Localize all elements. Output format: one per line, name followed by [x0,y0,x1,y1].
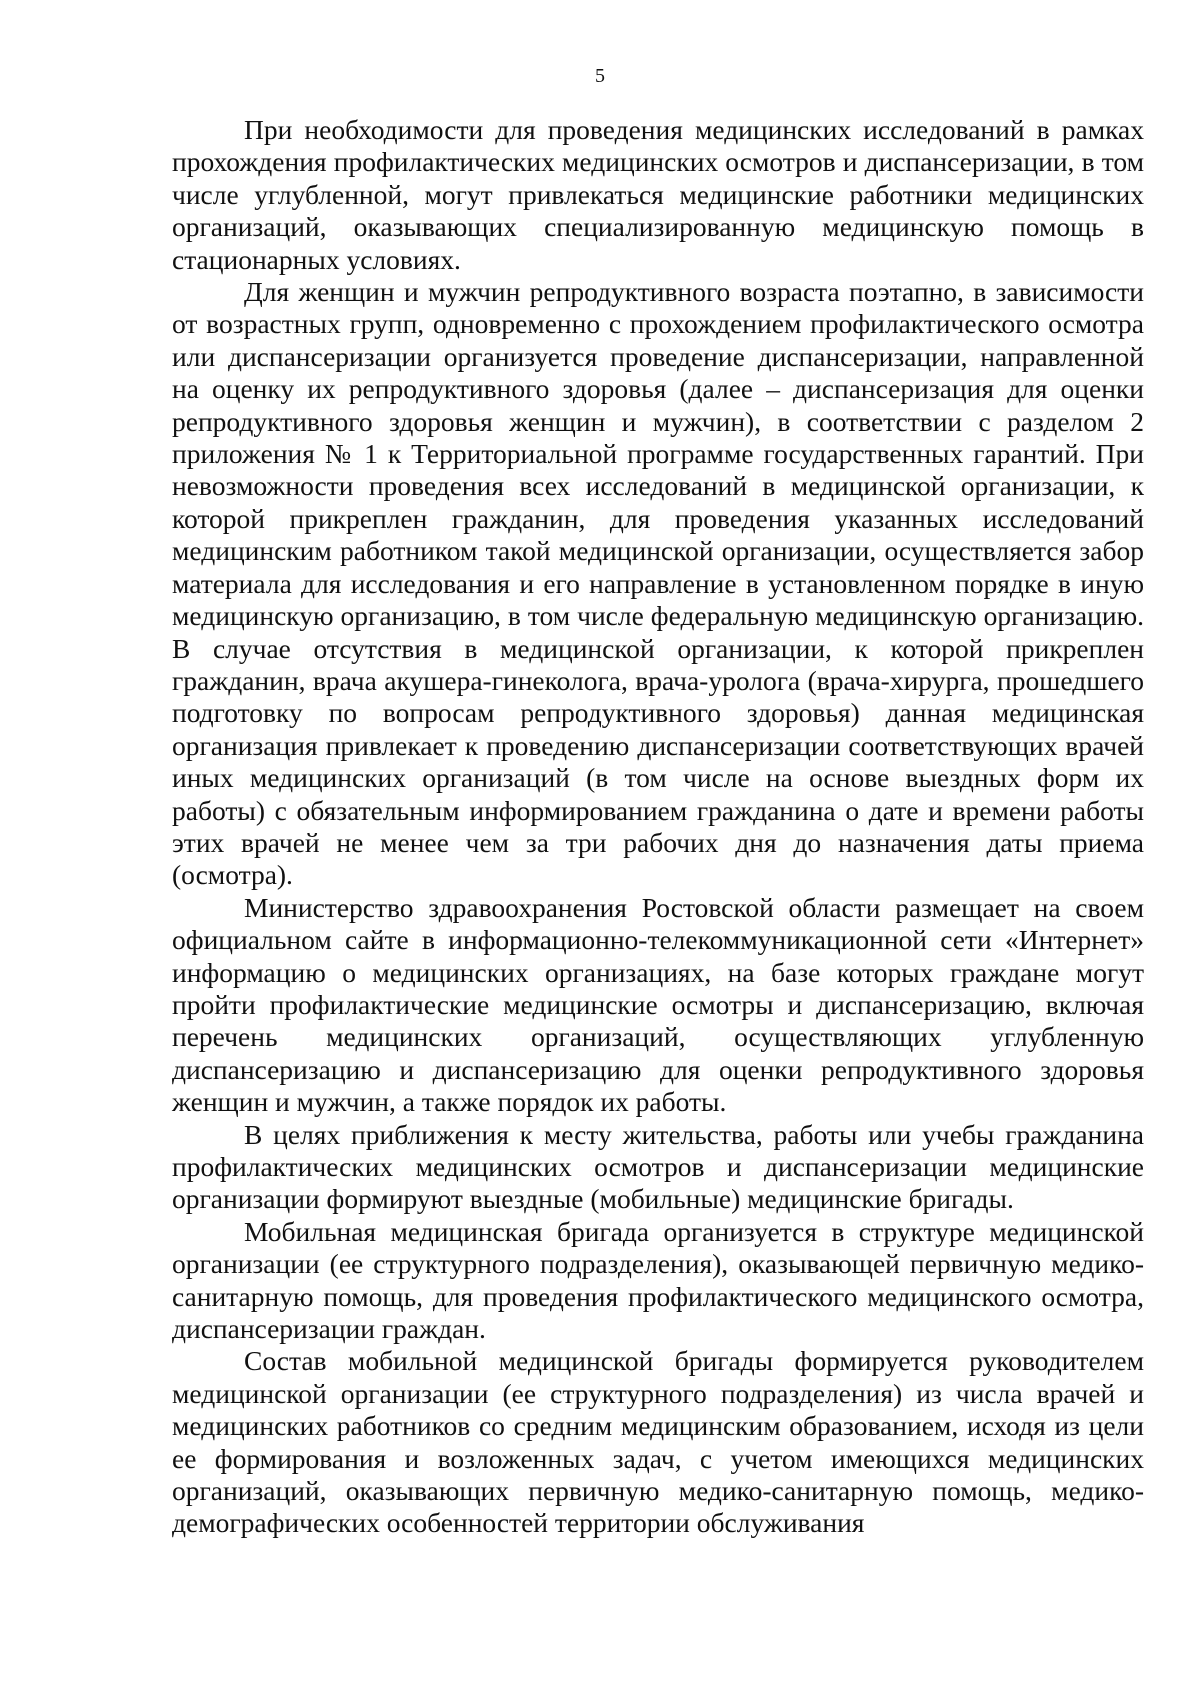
paragraph-mobile-teams-purpose: В целях приближения к месту жительства, работы или учебы гражданина профилактических медицинских осмотров и диспансеризации медицинские организации формируют выездные (мобильные) медицинские бригады. [172,1118,1144,1215]
paragraph-research-staff: При необходимости для проведения медицинских исследований в рамках прохождения профилактических медицинских осмотров и диспансеризации, в том числе углубленной, могут привлекаться медицинские работники медицинских организаций, оказывающих специализированную медицинскую помощь в стационарных условиях. [172,114,1144,275]
document-body [172,114,1144,1540]
paragraph-ministry-website: Министерство здравоохранения Ростовской области размещает на своем официальном сайте в информационно-телекоммуникационной сети «Интернет» информацию о медицинских организациях, на базе которых граждане могут пройти профилактические медицинские осмотры и диспансеризацию, включая перечень медицинских организаций, осуществляющих углубленную диспансеризацию и диспансеризацию для оценки репродуктивного здоровья женщин и мужчин, а также порядок их работы. [172,891,1144,1118]
paragraph-mobile-team-organization: Мобильная медицинская бригада организуется в структуре медицинской организации (ее структурного подразделения), оказывающей первичную медико-санитарную помощь, для проведения профилактического медицинского осмотра, диспансеризации граждан. [172,1215,1144,1345]
paragraph-mobile-team-composition: Состав мобильной медицинской бригады формируется руководителем медицинской организации (ее структурного подразделения) из числа врачей и медицинских работников со средним медицинским образованием, исходя из цели ее формирования и возложенных задач, с учетом имеющихся медицинских организаций, оказывающих первичную медико-санитарную помощь, медико-демографических особенностей территории обслуживания [172,1345,1144,1539]
page-number: 5 [595,65,605,87]
paragraph-reproductive-health: Для женщин и мужчин репродуктивного возраста поэтапно, в зависимости от возрастных групп, одновременно с прохождением профилактического осмотра или диспансеризации организуется проведение диспансеризации, направленной на оценку их репродуктивного здоровья (далее – диспансеризация для оценки репродуктивного здоровья женщин и мужчин), в соответствии с разделом 2 приложения № 1 к Территориальной программе государственных гарантий. При невозможности проведения всех исследований в медицинской организации, к которой прикреплен гражданин, для проведения указанных исследований медицинским работником такой медицинской организации, осуществляется забор материала для исследования и его направление в установленном порядке в иную медицинскую организацию, в том числе федеральную медицинскую организацию. В случае отсутствия в медицинской организации, к которой прикреплен гражданин, врача акушера-гинеколога, врача-уролога (врача-хирурга, прошедшего подготовку по вопросам репродуктивного здоровья) данная медицинская организация привлекает к проведению диспансеризации соответствующих врачей иных медицинских организаций (в том числе на основе выездных форм их работы) с обязательным информированием гражданина о дате и времени работы этих врачей не менее чем за три рабочих дня до назначения даты приема (осмотра). [172,276,1144,891]
